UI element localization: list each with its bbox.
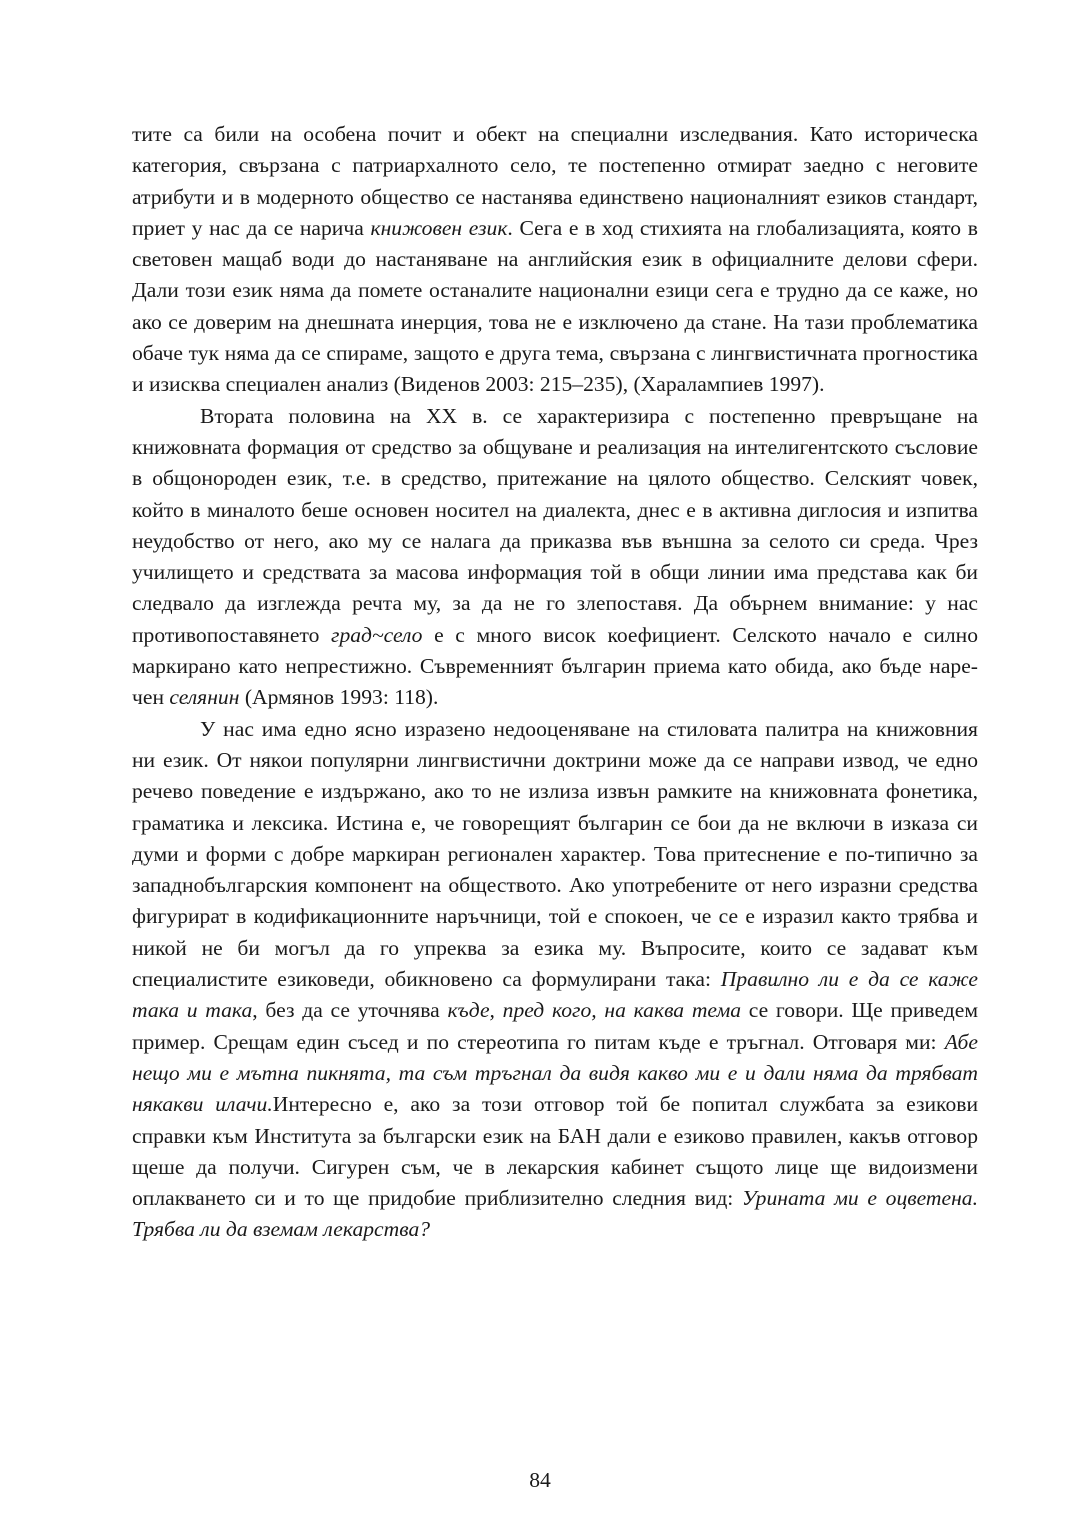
text-run: е с много висок коефициент. Селското начало е силно маркирано като непрестижно. Съвременният българин приема като обида, ако бъде наречен (132, 622, 978, 710)
text-run: тите са били на особена почит и обект на специални изследвания. Като историческа категория, свързана с патриархалното село, те постепенно отмират заедно с неговите атрибути и в модерното общество се настанява единствено националният езиков стандарт, приет у нас да се нарича (132, 122, 978, 240)
text-run: Втората половина на XX в. се характеризира с постепенно превръщане на книжовната формация от средство за общуване и реализация на интелигентското съсловие в общонороден език, т.е. в средство, притежание на цялото общество. Селският човек, който в миналото беше основен носител на диалекта, днес е в активна диглосия и изпитва неудобство от него, ако му се налага да приказва във външна за селото си среда. Чрез училището и средствата за масова информация той в общи линии има представа как би следвало да изглежда речта му, за да не го злепоставя. Да обърнем внимание: у нас противопоставянето (132, 403, 978, 647)
italic-quote-dialect-answer: Абе нещо ми е мътна пикнята, та съм тръгнал да видя какво ми е и дали няма да трябват някакви илачи. (132, 1029, 978, 1117)
paragraph-1 (132, 119, 978, 401)
text-run: се говори. Ще приведем пример. Срещам един съсед и по стереотипа го питам къде е тръгнал. Отговаря ми: (132, 998, 978, 1054)
text-run: (Армянов 1993: 118). (239, 685, 439, 710)
text-run: . Сега е в ход стихията на глобализацията, която в световен мащаб води до настаняване на английския език в официалните делови сфери. Дали този език няма да помете останалите национални езици сега е трудно да се каже, но ако се доверим на днешната инерция, това не е изключено да стане. На тази проблематика обаче тук няма да се спираме, защото е друга тема, свързана с лингвистичната прогностика и изисква специален анализ (Виденов 2003: 215–235), (Харалампиев 1997). (132, 215, 978, 397)
page-body (132, 119, 978, 1246)
italic-term-knizhoven-ezik: книжовен език (370, 215, 508, 240)
text-run: У нас има едно ясно изразено недооценяване на стиловата палитра на книжовния ни език. От някои популярни лингвистични доктрини може да се направи извод, че едно речево поведение е издържано, ако то не излиза извън рамките на книжовната фонетика, граматика и лексика. Истина е, че говорещият българин се бои да не включи в изказа си думи и форми с добре маркиран регионален характер. Това притеснение е по-типично за западнобългарския компонент на обществото. Ако употребените от него изразни средства фигурират в кодификационните наръчници, той е спокоен, че се е изразил както трябва и никой не би могъл да го упреква за езика му. Въпросите, които се задават към специалистите езиковеди, обикновено са формулирани така: (132, 716, 978, 992)
italic-term-selyanin: селянин (169, 685, 240, 710)
page-number: 84 (529, 1468, 551, 1492)
text-run: , без да се уточнява (252, 998, 448, 1023)
text-run: Интересно е, ако за този отговор той бе попитал службата за езикови справки към Института за български език на БАН дали е езиково правилен, какъв отговор щеше да получи. Сигурен съм, че в лекарския кабинет същото лице ще видоизмени оплакването си и то ще придобие приблизително следния вид: (132, 1092, 979, 1211)
italic-quote-standard-answer: Урината ми е оцветена. Трябва ли да вземам лекарства? (132, 1186, 978, 1242)
paragraph-2 (132, 401, 978, 714)
italic-phrase-kade-pred-kogo: къде, пред кого, на каква тема (447, 998, 742, 1023)
paragraph-3 (132, 714, 978, 1246)
italic-term-grad-selo: град~село (331, 622, 423, 647)
italic-quote-pravilno: Правилно ли е да се каже така и така (132, 967, 978, 1023)
